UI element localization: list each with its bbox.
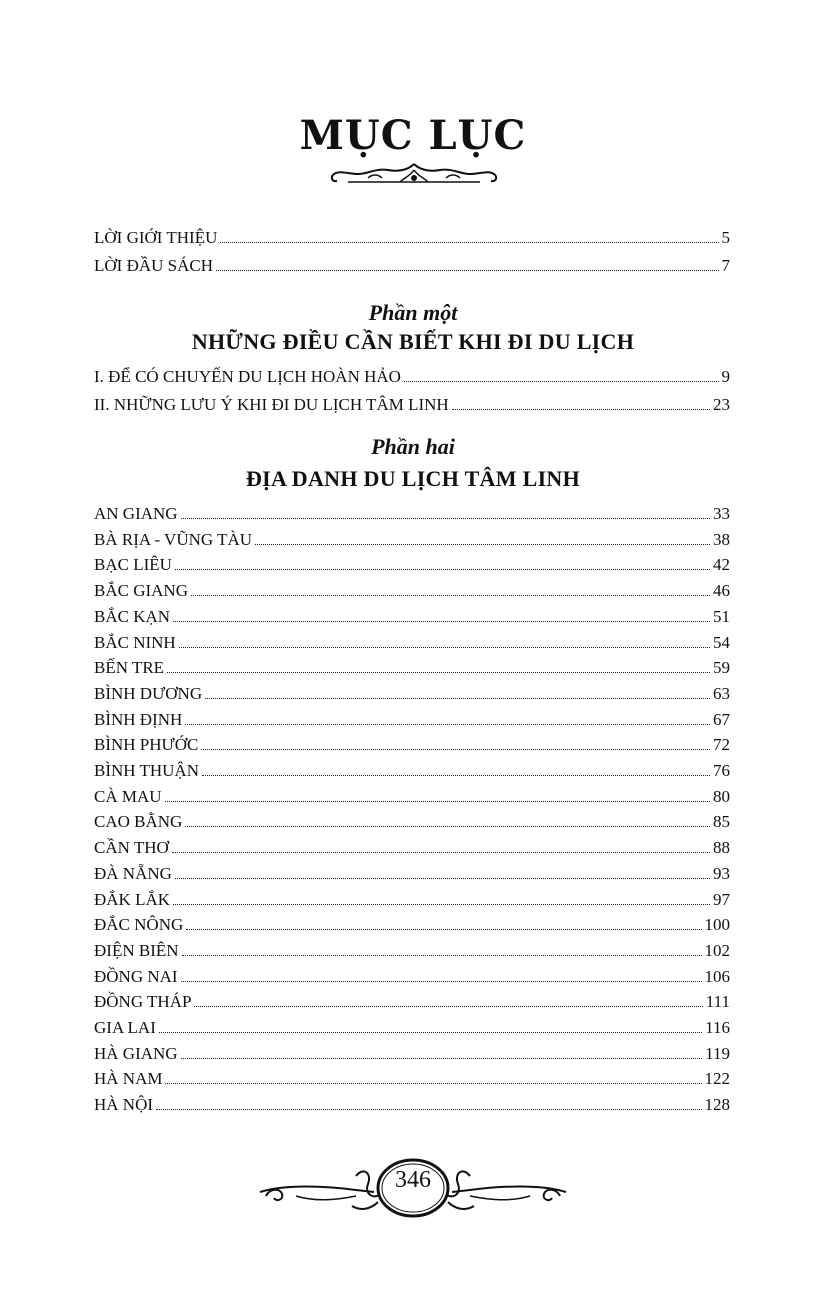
toc-entry-label: ĐIỆN BIÊN xyxy=(94,940,179,960)
toc-entry-label: CẦN THƠ xyxy=(94,838,169,858)
toc-entry-page: 85 xyxy=(713,812,730,832)
toc-entry-label: BẮC NINH xyxy=(94,632,176,652)
toc-entry-province[interactable] xyxy=(94,607,730,629)
toc-entry-label: BÌNH THUẬN xyxy=(94,761,199,780)
dot-leader xyxy=(194,1006,702,1007)
toc-entry-page: 97 xyxy=(713,889,730,909)
toc-entry-province[interactable] xyxy=(94,1044,730,1066)
toc-entry-label: BẮC KẠN xyxy=(94,606,171,626)
dot-leader xyxy=(167,672,710,673)
dot-leader xyxy=(175,569,710,570)
dot-leader xyxy=(202,775,710,776)
dot-leader xyxy=(185,724,710,725)
toc-entry-page: 67 xyxy=(713,709,730,729)
toc-entry-province[interactable] xyxy=(94,890,730,912)
toc-entry-page: 72 xyxy=(713,735,730,755)
toc-entry-page: 88 xyxy=(713,838,730,858)
toc-entry-preface[interactable] xyxy=(94,256,730,278)
toc-entry-page: 93 xyxy=(713,863,730,883)
toc-entry[interactable] xyxy=(94,395,730,417)
dot-leader xyxy=(205,698,710,699)
toc-entry-label: CÀ MAU xyxy=(94,786,162,806)
toc-entry-label: BẾN TRE xyxy=(94,658,165,678)
toc-entry-page: 100 xyxy=(704,915,730,935)
part-one-heading: NHỮNG ĐIỀU CẦN BIẾT KHI ĐI DU LỊCH xyxy=(191,329,635,354)
toc-entry-province[interactable] xyxy=(94,812,730,834)
toc-entry-label: I. ĐỂ CÓ CHUYẾN DU LỊCH HOÀN HẢO xyxy=(94,367,401,386)
toc-entry-label: ĐẮK LẮK xyxy=(94,889,171,909)
toc-entry-province[interactable] xyxy=(94,530,730,552)
dot-leader xyxy=(216,270,719,271)
dot-leader xyxy=(179,647,710,648)
toc-entry-label: BẠC LIÊU xyxy=(94,555,172,575)
dot-leader xyxy=(452,409,710,410)
part-two-heading: ĐỊA DANH DU LỊCH TÂM LINH xyxy=(245,466,581,491)
toc-entry-page: 116 xyxy=(705,1018,730,1037)
toc-entry-page: 122 xyxy=(704,1069,730,1089)
toc-entry-province[interactable] xyxy=(94,581,730,603)
toc-entry-page: 9 xyxy=(721,367,730,386)
dot-leader xyxy=(182,955,702,956)
part-one-title: Phần một xyxy=(368,300,458,325)
toc-entry-province[interactable] xyxy=(94,710,730,732)
toc-entry-label: LỜI GIỚI THIỆU xyxy=(94,228,218,247)
toc-entry-province[interactable] xyxy=(94,992,730,1014)
toc-entry-page: 23 xyxy=(713,395,730,414)
dot-leader xyxy=(191,595,710,596)
toc-entry-page: 59 xyxy=(713,658,730,678)
toc-entry-page: 102 xyxy=(704,940,730,960)
toc-entry-page: 33 xyxy=(713,504,730,523)
toc-entry-province[interactable] xyxy=(94,735,730,757)
toc-entry-province[interactable] xyxy=(94,787,730,809)
dot-leader xyxy=(165,801,710,802)
toc-entry-label: HÀ NỘI xyxy=(94,1095,154,1115)
dot-leader xyxy=(165,1083,701,1084)
toc-entry-page: 42 xyxy=(713,555,730,575)
toc-entry-province[interactable] xyxy=(94,864,730,886)
dot-leader xyxy=(404,381,719,382)
dot-leader xyxy=(173,621,710,622)
dot-leader xyxy=(156,1109,701,1110)
dot-leader xyxy=(159,1032,702,1033)
toc-entry-label: GIA LAI xyxy=(94,1018,156,1037)
toc-entry-province[interactable] xyxy=(94,633,730,655)
part-two-title: Phần hai xyxy=(371,434,455,459)
toc-entry-label: ĐẮC NÔNG xyxy=(94,915,184,935)
toc-entry-label: BÌNH ĐỊNH xyxy=(94,709,183,729)
toc-entry-province[interactable] xyxy=(94,504,730,526)
toc-entry-page: 76 xyxy=(713,761,730,780)
toc-entry-label: ĐỒNG NAI xyxy=(94,966,178,986)
toc-entry-province[interactable] xyxy=(94,1069,730,1091)
dot-leader xyxy=(201,749,710,750)
toc-entry-page: 128 xyxy=(704,1095,730,1115)
flourish-ornament-icon xyxy=(328,160,500,188)
page-title: MỤC LỤC xyxy=(299,112,527,159)
toc-entry-label: AN GIANG xyxy=(94,504,178,523)
toc-entry-page: 111 xyxy=(705,992,730,1012)
page-number: 346 xyxy=(395,1167,431,1193)
dot-leader xyxy=(172,852,710,853)
toc-entry-province[interactable] xyxy=(94,555,730,577)
toc-entry-province[interactable] xyxy=(94,838,730,860)
toc-entry-page: 106 xyxy=(704,966,730,986)
toc-entry-province[interactable] xyxy=(94,1018,730,1040)
toc-entry-label: ĐÀ NẴNG xyxy=(94,863,172,883)
toc-entry-intro[interactable] xyxy=(94,228,730,250)
toc-entry-province[interactable] xyxy=(94,1095,730,1117)
toc-entry-label: CAO BẰNG xyxy=(94,812,183,832)
toc-entry-province[interactable] xyxy=(94,684,730,706)
toc-entry-label: II. NHỮNG LƯU Ý KHI ĐI DU LỊCH TÂM LINH xyxy=(94,395,449,414)
dot-leader xyxy=(181,1058,703,1059)
dot-leader xyxy=(175,878,710,879)
toc-entry-page: 46 xyxy=(713,581,730,601)
dot-leader xyxy=(220,242,718,243)
dot-leader xyxy=(181,518,710,519)
toc-entry-label: BÀ RỊA - VŨNG TÀU xyxy=(94,529,253,549)
toc-entry-page: 119 xyxy=(705,1043,730,1063)
toc-entry-page: 63 xyxy=(713,683,730,703)
toc-entry-province[interactable] xyxy=(94,941,730,963)
toc-entry-page: 80 xyxy=(713,786,730,806)
toc-entry[interactable] xyxy=(94,367,730,389)
toc-entry-label: HÀ GIANG xyxy=(94,1043,178,1063)
toc-entry-page: 51 xyxy=(713,606,730,626)
toc-entry-label: HÀ NAM xyxy=(94,1069,163,1089)
toc-entry-province[interactable] xyxy=(94,967,730,989)
toc-entry-page: 38 xyxy=(713,529,730,549)
toc-entry-label: ĐỒNG THÁP xyxy=(94,992,192,1012)
toc-entry-page: 54 xyxy=(713,632,730,652)
dot-leader xyxy=(181,981,702,982)
toc-entry-province[interactable] xyxy=(94,761,730,783)
toc-entry-province[interactable] xyxy=(94,658,730,680)
toc-entry-page: 7 xyxy=(721,256,730,275)
dot-leader xyxy=(186,929,701,930)
toc-entry-label: LỜI ĐẦU SÁCH xyxy=(94,256,213,275)
dot-leader xyxy=(185,826,710,827)
toc-entry-label: BÌNH PHƯỚC xyxy=(94,735,199,755)
toc-entry-label: BẮC GIANG xyxy=(94,581,188,601)
dot-leader xyxy=(173,904,710,905)
toc-entry-page: 5 xyxy=(721,228,730,247)
toc-entry-label: BÌNH DƯƠNG xyxy=(94,683,203,703)
toc-entry-province[interactable] xyxy=(94,915,730,937)
dot-leader xyxy=(255,544,710,545)
